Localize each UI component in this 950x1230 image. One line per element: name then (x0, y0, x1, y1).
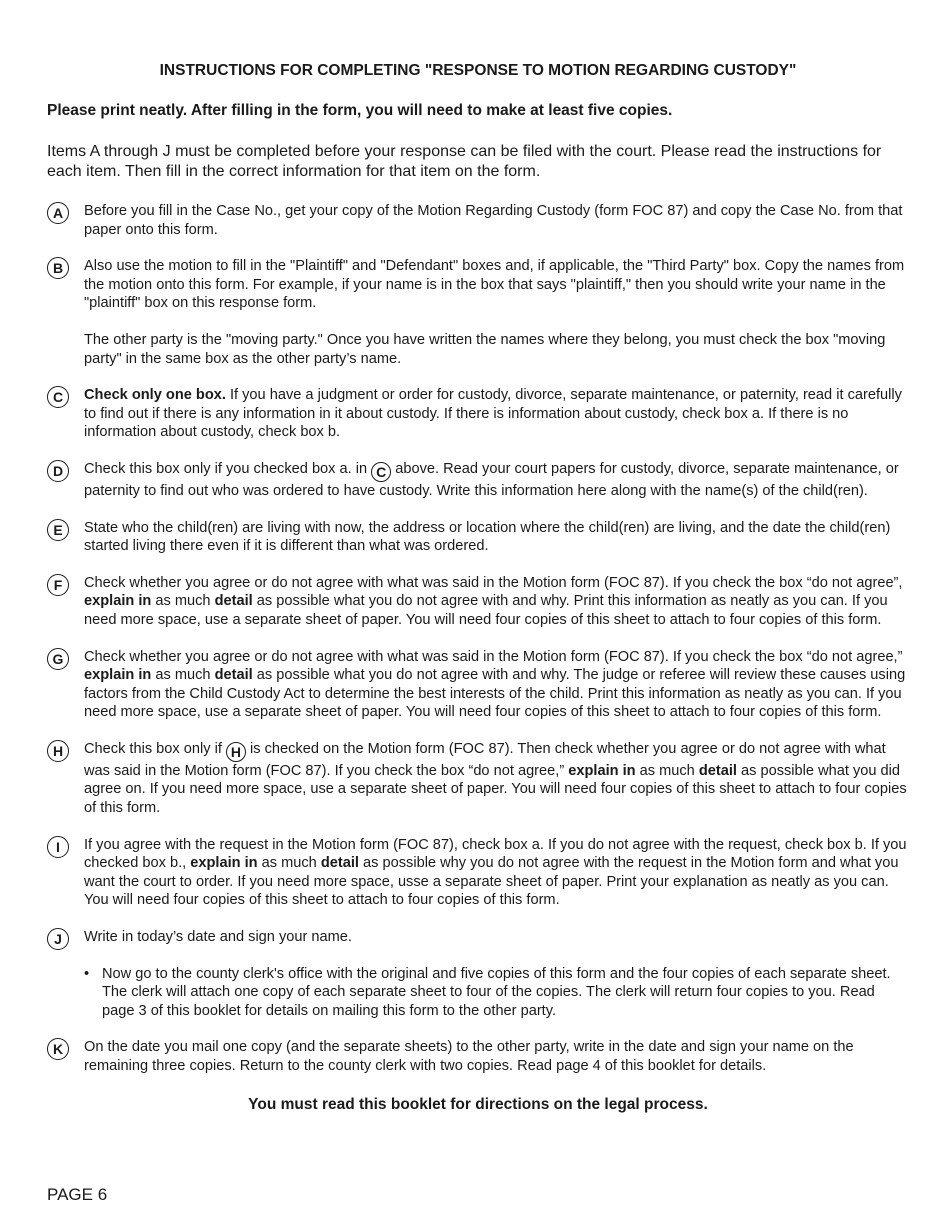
item-g-b1: explain in (84, 667, 152, 684)
item-d-letter-icon: D (47, 460, 69, 482)
bullet-icon: • (84, 965, 90, 982)
item-i (47, 836, 909, 910)
item-h (47, 740, 909, 818)
page-title: INSTRUCTIONS FOR COMPLETING "RESPONSE TO MOTION REGARDING CUSTODY" (159, 62, 797, 79)
item-j (47, 928, 909, 1020)
item-k-text: On the date you mail one copy (and the separate sheets) to the other party, write in the date and sign your name on the remaining three copies. Return to the county clerk with two copies. Read page 4 of this booklet for details. (84, 1039, 854, 1074)
item-h-text (84, 740, 909, 818)
item-f-t2: as much (151, 593, 215, 610)
item-i-t2: as much (257, 855, 321, 872)
item-h-t2: as much (635, 762, 699, 779)
item-f-letter-icon: F (47, 574, 69, 596)
item-c-bold: Check only one box. (84, 387, 226, 404)
item-h-b2: detail (698, 762, 737, 779)
item-i-t1: If you agree with the request in the Motion form (FOC 87), check box a. If you do not agree with the request, check box b. If you checked box b., (84, 836, 907, 872)
item-a (47, 202, 909, 239)
item-j-bullet-text: Now go to the county clerk's office with the original and five copies of this form and the four copies of each separate sheet. The clerk will attach one copy of each separate sheet to four of the copies. The clerk will return four copies to you. Read page 3 of this booklet for details on mailing this form to the other party. (102, 965, 891, 1019)
item-c-text (84, 386, 909, 442)
item-f-t3: as possible what you do not agree with and why. Print this information as neatly as you can. If you need more space, use a separate sheet of paper. You will need four copies of this sheet to attach to four copies of this form. (84, 593, 888, 628)
item-c-body: If you have a judgment or order for custody, divorce, separate maintenance, or paternity, read it carefully to find out if there is any information in it about custody. If there is information about custody, check box a. If there is no information about custody, check box b. (84, 387, 902, 441)
item-b-letter-icon: B (47, 257, 69, 279)
item-c (47, 386, 909, 442)
print-note: Please print neatly. After filling in the form, you will need to make at least five copies. (47, 102, 673, 119)
item-f (47, 574, 909, 630)
item-h-letter-icon: H (47, 740, 69, 762)
item-d-text-after: above. Read your court papers for custody, divorce, separate maintenance, or paternity to find out who was ordered to have custody. Write this information here along with the name(s) of the child(ren). (84, 460, 899, 499)
item-d (47, 460, 909, 501)
item-i-b2: detail (320, 855, 359, 872)
item-e-letter-icon: E (47, 519, 69, 541)
item-a-letter-icon: A (47, 202, 69, 224)
item-g (47, 648, 909, 722)
item-g-text (84, 648, 909, 722)
instructions-page (47, 62, 909, 1114)
item-i-text (84, 836, 909, 910)
item-j-letter-icon: J (47, 928, 69, 950)
item-f-text (84, 574, 909, 630)
item-j-text: Write in today’s date and sign your name. (84, 929, 352, 946)
item-h-t0: Check this box only if (84, 740, 226, 757)
item-c-letter-icon: C (47, 386, 69, 408)
item-g-t1: Check whether you agree or do not agree with what was said in the Motion form (FOC 87). If you check the box “do not agree,” (84, 648, 903, 665)
item-e (47, 519, 909, 556)
item-d-text (84, 460, 909, 501)
item-b (47, 257, 909, 368)
item-i-letter-icon: I (47, 836, 69, 858)
page-number: PAGE 6 (47, 1185, 108, 1204)
item-b-moving-party-text: The other party is the "moving party." Once you have written the names where they belong, you must check the box "moving party" in the same box as the other party’s name. (84, 331, 886, 367)
item-g-t3: as possible what you do not agree with and why. The judge or referee will review these causes using factors from the Child Custody Act to determine the best interests of the child. Print this information as neatly as you can. If you need more space, use a separate sheet of paper. You will need four copies of this sheet to attach to four copies of this form. (84, 667, 906, 721)
item-g-letter-icon: G (47, 648, 69, 670)
item-h-t3: as possible what you did agree on. If you need more space, use a separate sheet of paper. You will need four copies of this sheet to attach to four copies of this form. (84, 762, 907, 817)
item-d-text-before: Check this box only if you checked box a. in (84, 460, 372, 477)
intro-paragraph: Items A through J must be completed before your response can be filed with the court. Please read the instructions for each item. Then fill in the correct information for that item on the form. (47, 143, 882, 180)
item-f-b2: detail (214, 593, 253, 610)
item-g-b2: detail (214, 667, 253, 684)
item-k-letter-icon: K (47, 1038, 69, 1060)
footer-note: You must read this booklet for directions on the legal process. (248, 1095, 708, 1113)
item-j-bullet (84, 965, 909, 1021)
item-f-t1: Check whether you agree or do not agree with what was said in the Motion form (FOC 87). If you check the box “do not agree”, (84, 574, 903, 591)
item-h-t1: is checked on the Motion form (FOC 87). Then check whether you agree or do not agree with what was said in the Motion form (FOC 87). If you check the box “do not agree,” (84, 740, 886, 779)
item-b-text: Also use the motion to fill in the "Plaintiff" and "Defendant" boxes and, if applicable, the "Third Party" box. Copy the names from the motion onto this form. For example, if your name is in the box that says "plaintiff," then you should write your name in the "plaintiff" box on this response form. (84, 258, 905, 312)
item-d-inline-letter-icon: C (371, 462, 391, 482)
item-i-b1: explain in (190, 855, 258, 872)
item-a-text: Before you fill in the Case No., get your copy of the Motion Regarding Custody (form FOC 87) and copy the Case No. from that paper onto this form. (84, 203, 903, 238)
item-e-text: State who the child(ren) are living with now, the address or location where the child(ren) are living, and the date the child(ren) started living there even if it is different than what was ordered. (84, 519, 891, 555)
item-h-b1: explain in (568, 762, 636, 779)
item-k (47, 1038, 909, 1075)
item-i-t3: as possible why you do not agree with the request in the Motion form and what you want the court to order. If you need more space, usse a separate sheet of paper. Print your explanation as neatly as you can. You will need four copies of this sheet to attach to four copies of this form. (84, 855, 899, 909)
item-h-inline-letter-icon: H (226, 742, 246, 762)
item-g-t2: as much (151, 667, 215, 684)
item-f-b1: explain in (84, 593, 152, 610)
